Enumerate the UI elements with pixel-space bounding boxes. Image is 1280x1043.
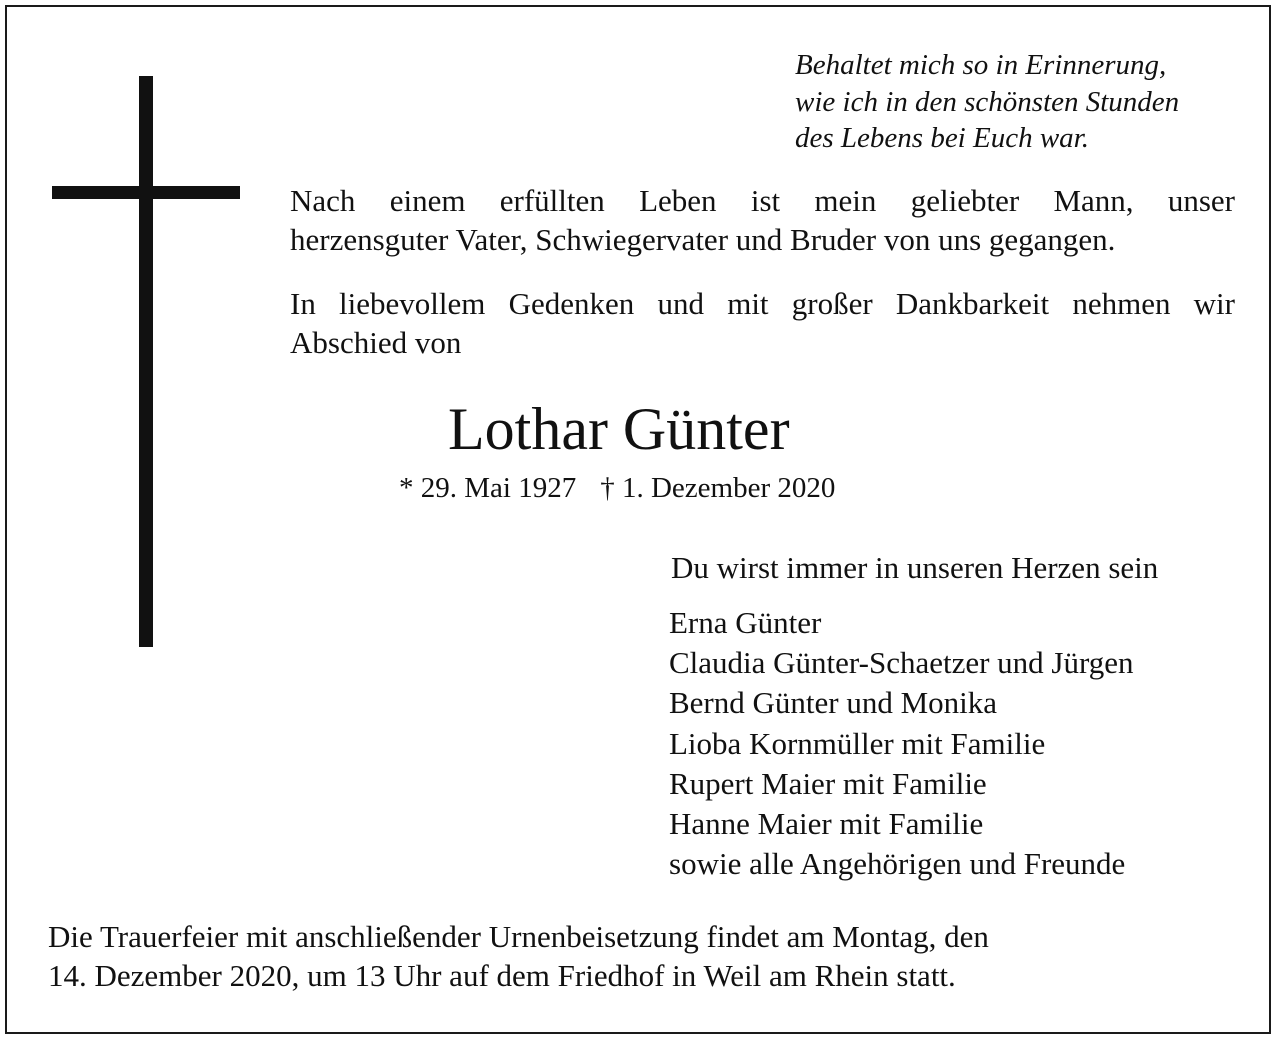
life-dates	[399, 470, 835, 506]
motto-quote	[795, 47, 1255, 157]
funeral-notice	[48, 917, 989, 995]
announcement-line: herzensguter Vater, Schwiegervater und Bruder von uns gegangen.	[290, 222, 1116, 257]
funeral-notice-line: 14. Dezember 2020, um 13 Uhr auf dem Friedhof in Weil am Rhein statt.	[48, 958, 956, 993]
mourner-entry: Bernd Günter und Monika	[669, 685, 998, 721]
mourner-entry: sowie alle Angehörigen und Freunde	[669, 846, 1126, 882]
deceased-name: Lothar Günter	[448, 396, 790, 462]
farewell-intro-paragraph	[290, 284, 1235, 362]
cross-icon-crossbar	[52, 186, 240, 199]
motto-line: wie ich in den schönsten Stunden	[795, 85, 1180, 118]
birth-date: * 29. Mai 1927	[399, 472, 577, 504]
mourner-entry: Erna Günter	[669, 605, 822, 640]
motto-line: Behaltet mich so in Erinnerung,	[795, 49, 1167, 81]
announcement-paragraph	[290, 181, 1235, 259]
mourner-entry: Claudia Günter-Schaetzer und Jürgen	[669, 645, 1134, 681]
cross-icon	[139, 76, 153, 647]
death-date: † 1. Dezember 2020	[600, 472, 836, 504]
mourner-entry: Hanne Maier mit Familie	[669, 806, 984, 842]
motto-line: des Lebens bei Euch war.	[795, 122, 1089, 154]
funeral-notice-line: Die Trauerfeier mit anschließender Urnenbeisetzung findet am Montag, den	[48, 919, 989, 954]
mourner-entry: Rupert Maier mit Familie	[669, 765, 987, 801]
mourners-list	[669, 603, 1134, 884]
farewell-intro-line: In liebevollem Gedenken und mit großer Dankbarkeit nehmen wir	[290, 286, 1235, 321]
farewell-intro-line: Abschied von	[290, 325, 462, 360]
mourner-entry: Lioba Kornmüller mit Familie	[669, 725, 1046, 761]
closing-phrase: Du wirst immer in unseren Herzen sein	[671, 550, 1159, 585]
announcement-line: Nach einem erfüllten Leben ist mein geliebter Mann, unser	[290, 183, 1235, 218]
